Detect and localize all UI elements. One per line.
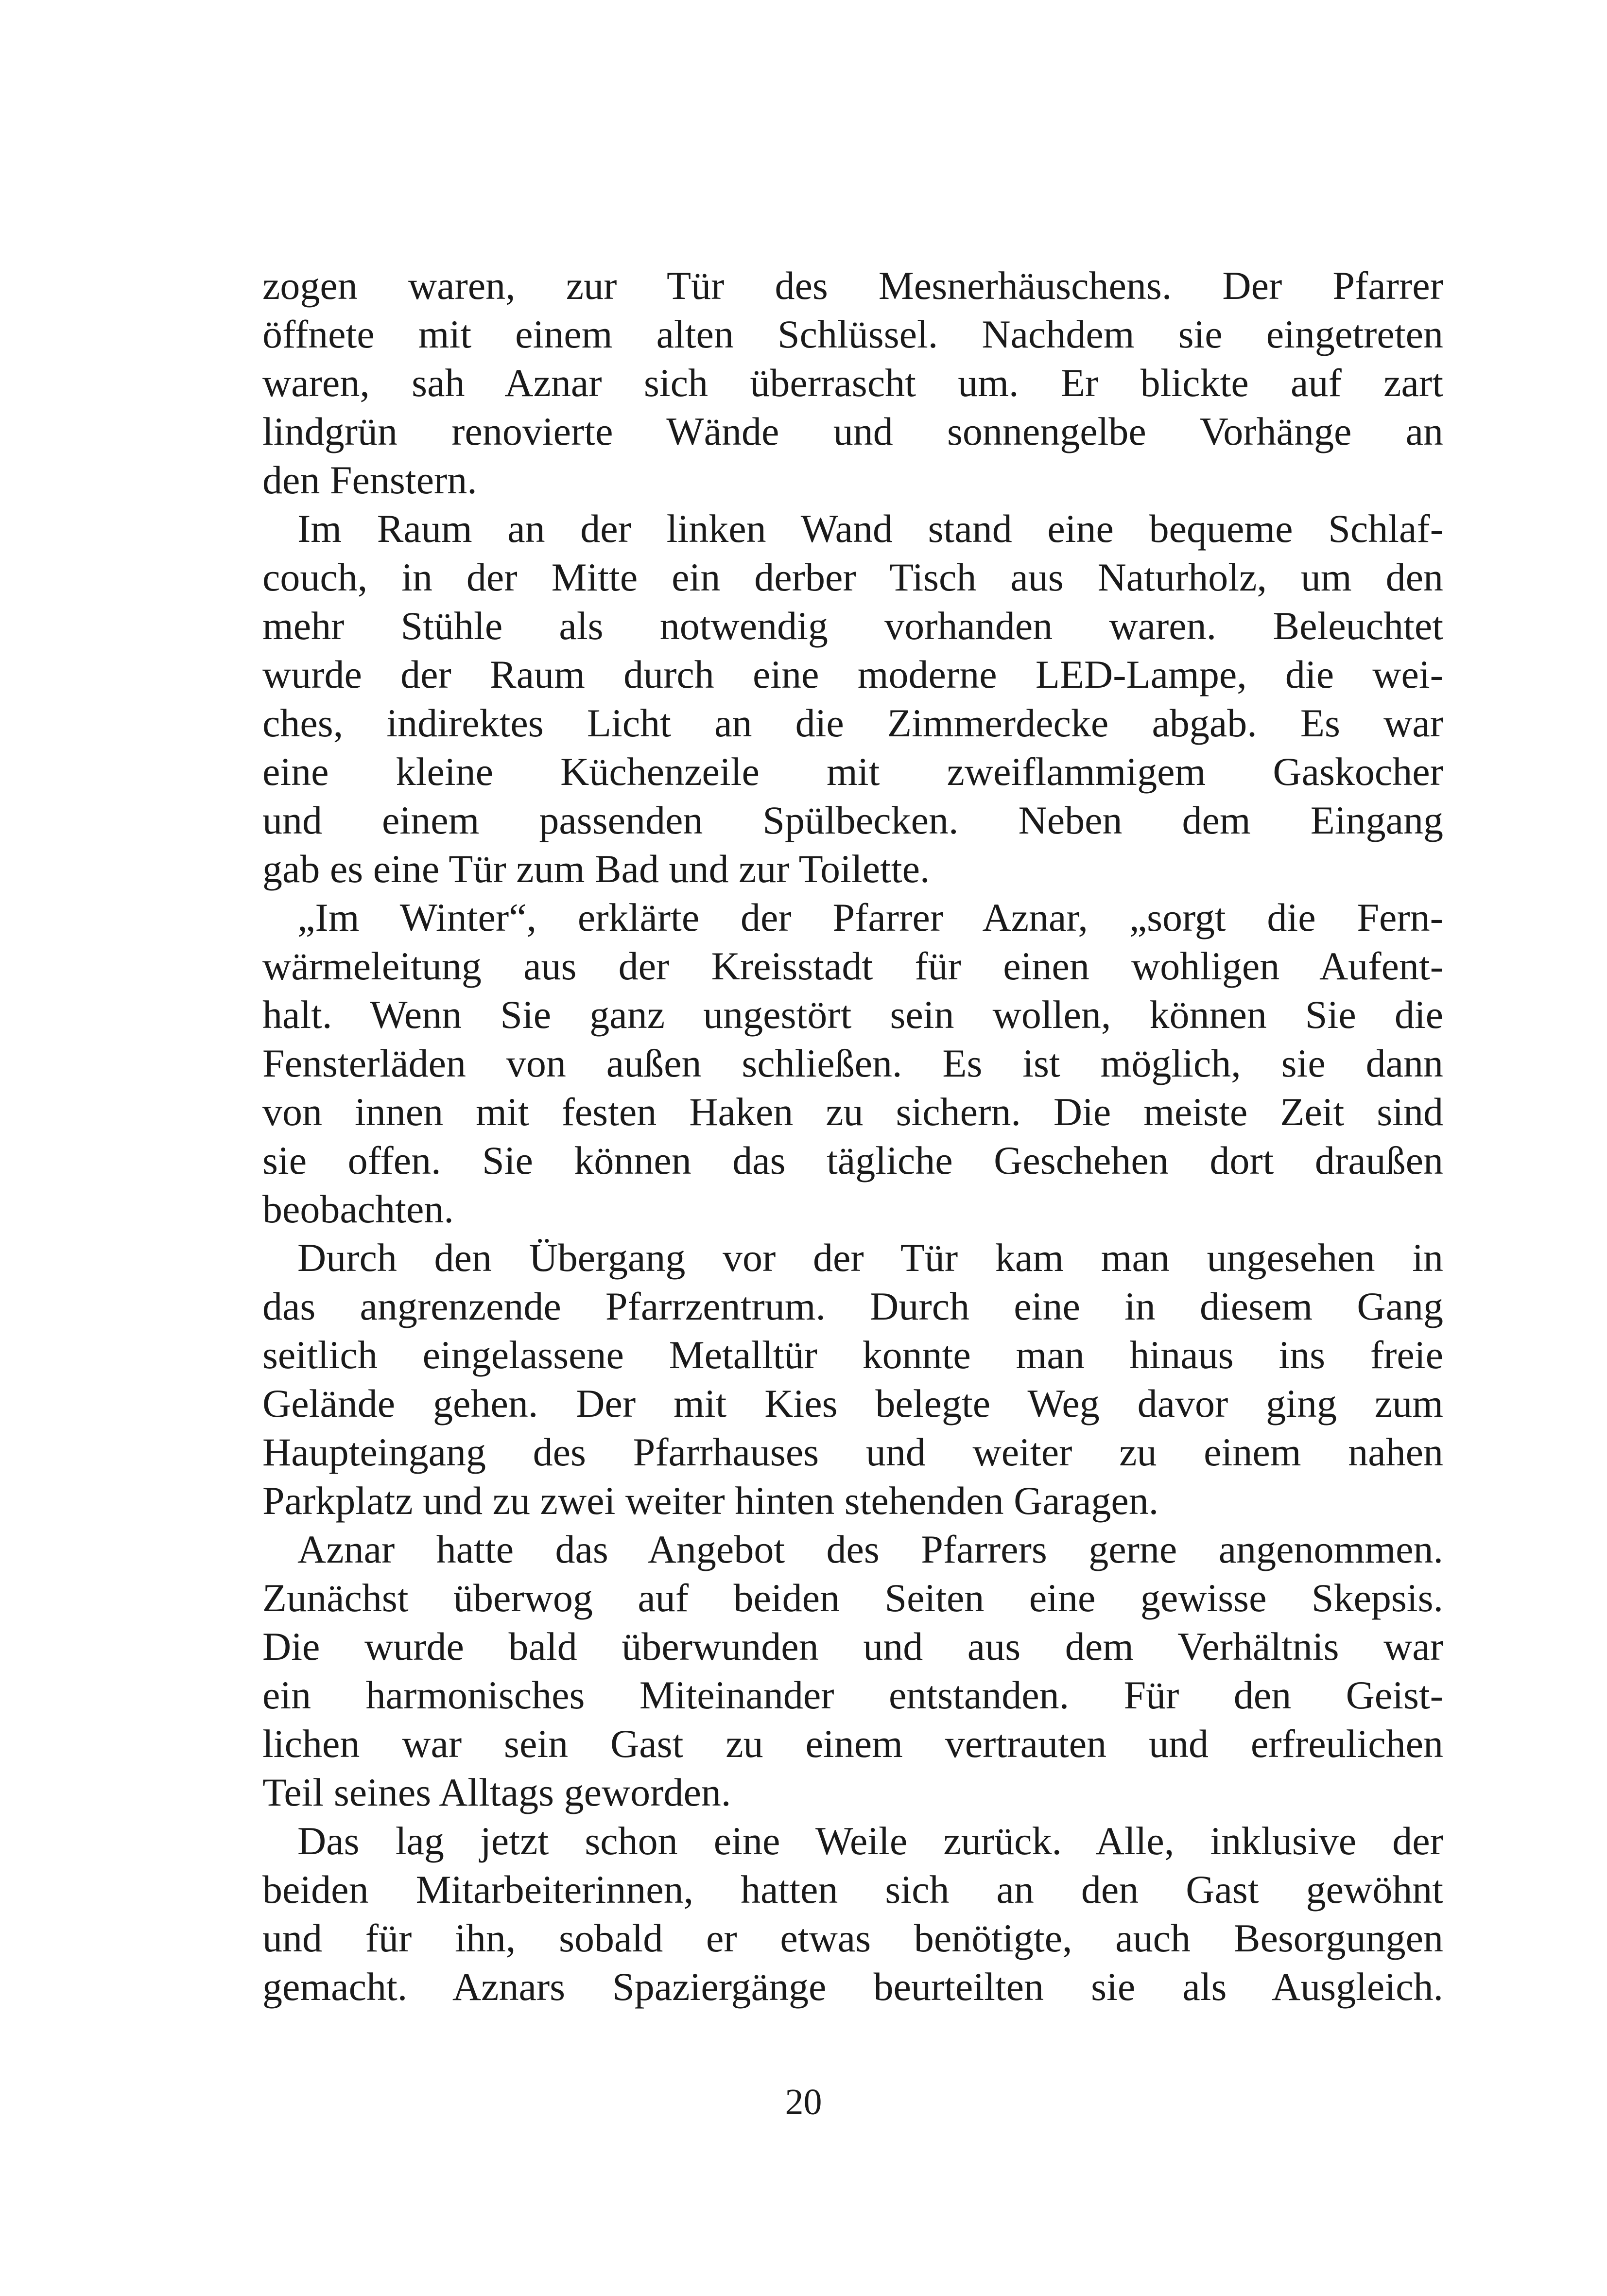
text-line: öffnete mit einem alten Schlüssel. Nachdem sie eingetreten: [262, 312, 1443, 356]
text-line: Fensterläden von außen schließen. Es ist möglich, sie dann: [262, 1041, 1443, 1085]
text-line: Parkplatz und zu zwei weiter hinten stehenden Garagen.: [262, 1478, 1159, 1523]
text-line: lichen war sein Gast zu einem vertrauten und erfreulichen: [262, 1722, 1443, 1766]
text-line: lindgrün renovierte Wände und sonnengelbe Vorhänge an: [262, 409, 1443, 453]
text-line: Gelände gehen. Der mit Kies belegte Weg davor ging zum: [262, 1381, 1443, 1426]
text-line: Teil seines Alltags geworden.: [262, 1770, 731, 1814]
text-line: wurde der Raum durch eine moderne LED-Lampe, die wei-: [262, 652, 1443, 696]
paragraph: [262, 1234, 1443, 1525]
text-line: seitlich eingelassene Metalltür konnte man hinaus ins freie: [262, 1333, 1443, 1377]
text-line: wärmeleitung aus der Kreisstadt für einen wohligen Aufent-: [262, 944, 1443, 988]
text-line: waren, sah Aznar sich überrascht um. Er blickte auf zart: [262, 361, 1443, 405]
text-line: beiden Mitarbeiterinnen, hatten sich an den Gast gewöhnt: [262, 1867, 1443, 1912]
text-line: den Fenstern.: [262, 458, 477, 502]
text-line: und einem passenden Spülbecken. Neben dem Eingang: [262, 798, 1443, 842]
text-line: ches, indirektes Licht an die Zimmerdecke abgab. Es war: [262, 701, 1443, 745]
paragraph: [262, 1817, 1443, 2011]
paragraph: [262, 893, 1443, 1234]
text-line: Im Raum an der linken Wand stand eine bequeme Schlaf-: [297, 506, 1443, 551]
text-line: eine kleine Küchenzeile mit zweiflammigem Gaskocher: [262, 749, 1443, 794]
text-line: zogen waren, zur Tür des Mesnerhäuschens. Der Pfarrer: [262, 263, 1443, 308]
text-line: beobachten.: [262, 1187, 454, 1231]
text-line: sie offen. Sie können das tägliche Geschehen dort draußen: [262, 1138, 1443, 1183]
paragraph: [262, 1525, 1443, 1817]
text-line: Zunächst überwog auf beiden Seiten eine gewisse Skepsis.: [262, 1576, 1443, 1620]
text-line: Haupteingang des Pfarrhauses und weiter zu einem nahen: [262, 1430, 1443, 1474]
text-line: Aznar hatte das Angebot des Pfarrers gerne angenommen.: [297, 1527, 1443, 1571]
text-line: gab es eine Tür zum Bad und zur Toilette.: [262, 847, 930, 891]
page-number: 20: [785, 2082, 822, 2122]
text-line: und für ihn, sobald er etwas benötigte, auch Besorgungen: [262, 1916, 1443, 1960]
text-line: halt. Wenn Sie ganz ungestört sein wollen, können Sie die: [262, 992, 1443, 1037]
text-line: ein harmonisches Miteinander entstanden. Für den Geist-: [262, 1673, 1443, 1717]
text-line: couch, in der Mitte ein derber Tisch aus Naturholz, um den: [262, 555, 1443, 599]
body-text: [262, 261, 1443, 2011]
text-line: das angrenzende Pfarrzentrum. Durch eine in diesem Gang: [262, 1284, 1443, 1328]
text-line: mehr Stühle als notwendig vorhanden waren. Beleuchtet: [262, 604, 1443, 648]
text-line: Das lag jetzt schon eine Weile zurück. Alle, inklusive der: [297, 1819, 1443, 1863]
text-line: gemacht. Aznars Spaziergänge beurteilten sie als Ausgleich.: [262, 1965, 1443, 2009]
text-line: „Im Winter“, erklärte der Pfarrer Aznar, „sorgt die Fern-: [297, 895, 1443, 939]
paragraph: [262, 261, 1443, 504]
text-line: Die wurde bald überwunden und aus dem Verhältnis war: [262, 1624, 1443, 1669]
text-line: von innen mit festen Haken zu sichern. Die meiste Zeit sind: [262, 1090, 1443, 1134]
paragraph: [262, 504, 1443, 893]
text-line: Durch den Übergang vor der Tür kam man ungesehen in: [297, 1235, 1443, 1280]
